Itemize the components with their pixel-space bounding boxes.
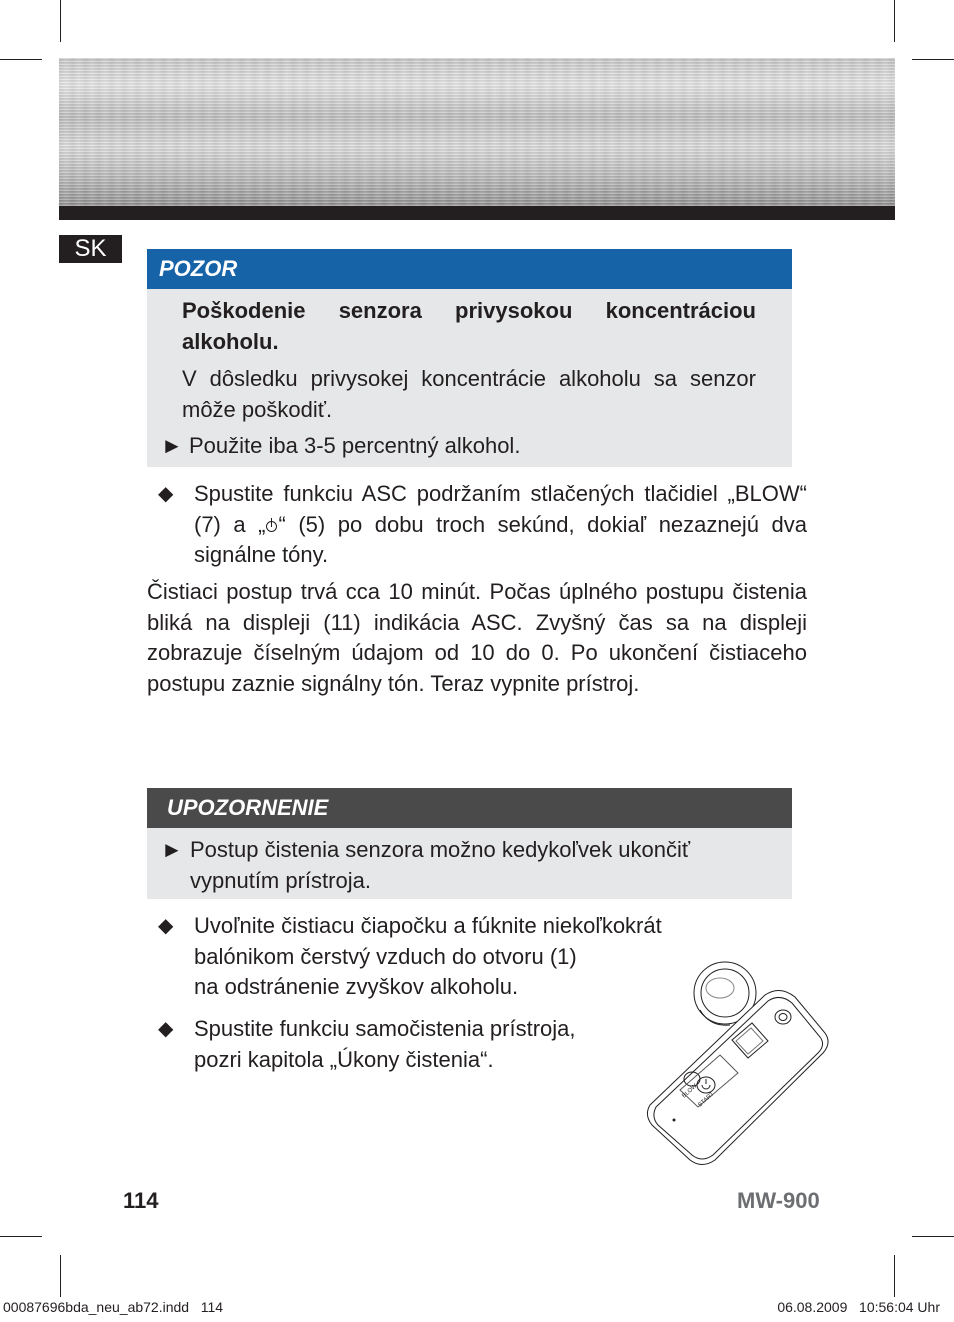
crop-mark <box>60 1255 61 1297</box>
triangle-right-icon: ► <box>161 433 183 458</box>
page-number: 114 <box>123 1188 159 1213</box>
crop-mark <box>894 1255 895 1297</box>
crop-mark <box>912 1236 954 1237</box>
start-label: START <box>697 1091 716 1109</box>
step-asc: Spustite funkciu ASC podržaním stlačených tlačidiel „BLOW“ (7) a „ “ (5) po dobu troch sekúnd, dokiaľ nezaznejú dva signálne tóny. <box>194 481 807 567</box>
blow-label: BLOW <box>681 1083 699 1100</box>
warning-text: V dôsledku privysokej koncentrácie alkoholu sa senzor môže poškodiť. <box>182 366 756 422</box>
diamond-bullet-icon: ◆ <box>158 1018 174 1040</box>
warning-box <box>147 249 792 467</box>
print-slug-date: 06.08.2009 10:56:04 Uhr <box>777 1299 940 1315</box>
warning-title: POZOR <box>147 249 792 289</box>
brushed-metal-header <box>59 58 895 206</box>
header-rule <box>59 206 895 220</box>
crop-mark <box>60 0 61 42</box>
crop-mark <box>0 59 42 60</box>
warning-heading: Poškodenie senzora privysokou koncentráciou alkoholu. <box>182 298 756 354</box>
notice-title: UPOZORNENIE <box>147 788 792 828</box>
breathalyzer-illustration <box>640 955 840 1170</box>
step-blow-air: Uvoľnite čistiacu čiapočku a fúknite niekoľkokrát balónikom čerstvý vzduch do otvoru (1) na odstránenie zvyškov alkoholu. <box>194 913 662 999</box>
diamond-bullet-icon: ◆ <box>158 483 174 505</box>
crop-mark <box>912 59 954 60</box>
model-name: MW-900 <box>737 1188 820 1213</box>
language-tag: SK <box>59 235 122 263</box>
power-icon <box>265 519 278 533</box>
step-self-clean: Spustite funkciu samočistenia prístroja, pozri kapitola „Úkony čistenia“. <box>194 1016 576 1072</box>
crop-mark <box>894 0 895 42</box>
triangle-right-icon: ► <box>161 837 183 862</box>
cleaning-description: Čistiaci postup trvá cca 10 minút. Počas úplného postupu čistenia bliká na displeji (11) indikácia ASC. Zvyšný čas sa na displeji zobrazuje číselným údajom od 10 do 0. Po ukončení čistiaceho postupu zaznie signálny tón. Teraz vypnite prístroj. <box>147 579 807 696</box>
notice-box <box>147 788 792 899</box>
print-slug-file: 00087696bda_neu_ab72.indd 114 <box>3 1299 224 1315</box>
warning-bullet: ► Použite iba 3-5 percentný alkohol. <box>161 431 761 462</box>
crop-mark <box>0 1236 42 1237</box>
diamond-bullet-icon: ◆ <box>158 915 174 937</box>
notice-bullet: ► Postup čistenia senzora možno kedykoľvek ukončiť vypnutím prístroja. <box>161 837 691 893</box>
